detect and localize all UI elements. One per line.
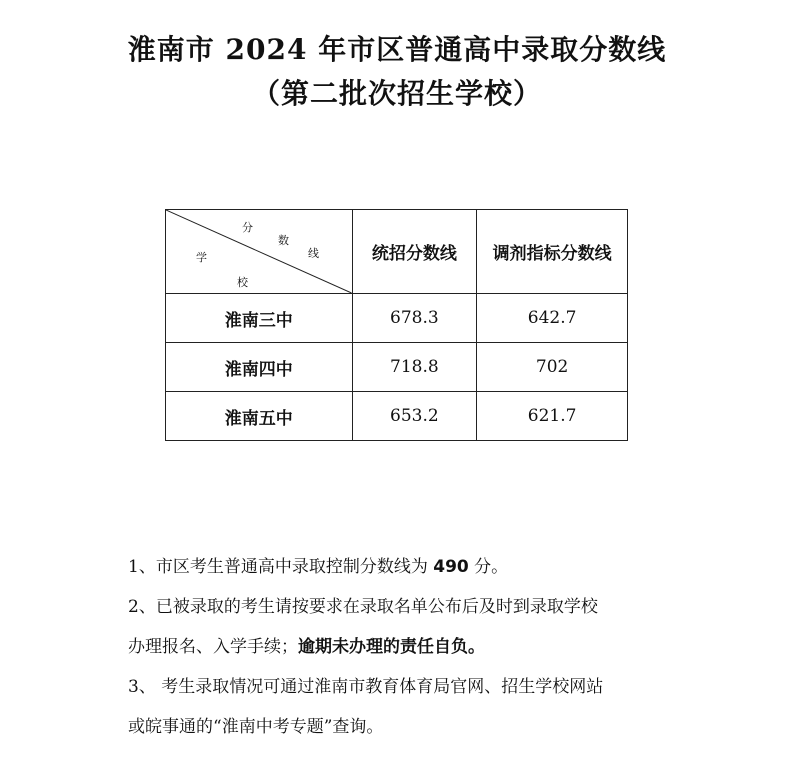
- school-name: 淮南四中: [166, 343, 353, 392]
- notes-section: [128, 547, 768, 747]
- corner-label-top-3: 线: [308, 247, 319, 260]
- column-header-adjusted: 调剂指标分数线: [477, 210, 628, 294]
- note-1: [128, 547, 768, 587]
- note-1-score: 490: [433, 557, 469, 577]
- school-name: 淮南三中: [166, 294, 353, 343]
- score-table: [165, 209, 628, 441]
- note-2-line-1: 2、已被录取的考生请按要求在录取名单公布后及时到录取学校: [128, 597, 598, 617]
- note-2-bold: 逾期未办理的责任自负。: [298, 637, 485, 657]
- corner-label-top-1: 分: [242, 221, 253, 234]
- page-subtitle: （第二批次招生学校）: [251, 77, 542, 110]
- unified-score: 678.3: [352, 294, 477, 343]
- corner-label-top-2: 数: [278, 234, 289, 247]
- note-2-plain: 办理报名、入学手续；: [128, 637, 298, 657]
- page-title: 淮南市 2024 年市区普通高中录取分数线: [127, 33, 667, 66]
- unified-score: 653.2: [352, 392, 477, 441]
- table-row: [166, 343, 628, 392]
- table-row: [166, 294, 628, 343]
- unified-score: 718.8: [352, 343, 477, 392]
- adjusted-score: 621.7: [477, 392, 628, 441]
- note-3-line-2: 或皖事通的“淮南中考专题”查询。: [128, 717, 384, 737]
- note-2-line-2: [128, 627, 768, 667]
- note-1-suffix: 分。: [468, 557, 509, 577]
- diagonal-line: [166, 210, 352, 293]
- diagonal-corner-cell: [166, 210, 353, 294]
- school-name: 淮南五中: [166, 392, 353, 441]
- column-header-unified: 统招分数线: [352, 210, 477, 294]
- corner-label-bottom-1: 学: [196, 251, 207, 264]
- adjusted-score: 702: [477, 343, 628, 392]
- table-row: [166, 392, 628, 441]
- note-3-line-1: 3、 考生录取情况可通过淮南市教育体育局官网、招生学校网站: [128, 677, 604, 697]
- table-header-row: [166, 210, 628, 294]
- corner-label-bottom-2: 校: [237, 276, 248, 289]
- note-1-prefix: 1、市区考生普通高中录取控制分数线为: [128, 557, 434, 577]
- adjusted-score: 642.7: [477, 294, 628, 343]
